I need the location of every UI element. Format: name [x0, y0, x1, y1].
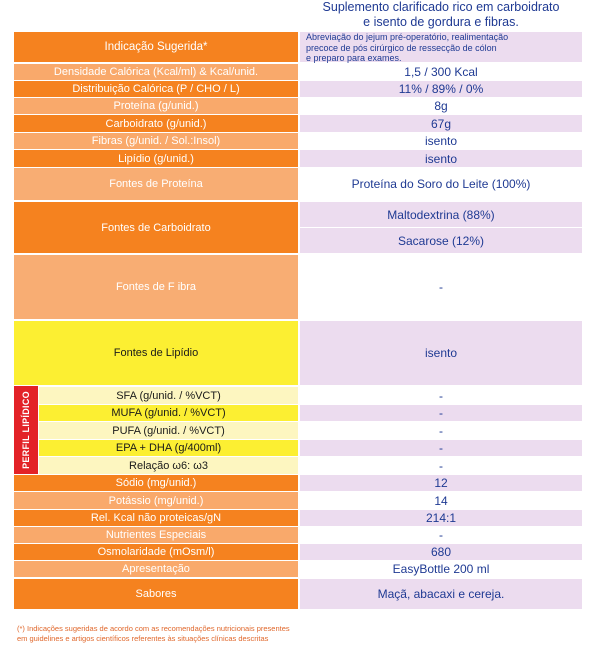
label-sodio: Sódio (mg/unid.)	[14, 475, 298, 491]
footnote	[17, 624, 347, 644]
label-sabores: Sabores	[14, 579, 298, 609]
value-rel-kcal: 214:1	[300, 510, 582, 526]
value-proteina: 8g	[300, 98, 582, 114]
value-fontes-fibra: -	[300, 255, 582, 319]
description-line-1: Suplemento clarificado rico em carboidrato	[322, 0, 560, 14]
product-description	[300, 0, 582, 32]
value-sodio: 12	[300, 475, 582, 491]
value-epa-dha: -	[300, 440, 582, 456]
value-relacao: -	[300, 457, 582, 474]
label-fontes-lipidio: Fontes de Lipídio	[14, 321, 298, 385]
perfil-lipidico-label: PERFIL LIPÍDICO	[14, 386, 38, 474]
value-distribuicao: 11% / 89% / 0%	[300, 81, 582, 97]
value-sacarose: Sacarose (12%)	[300, 228, 582, 253]
label-fontes-fibra: Fontes de F ibra	[14, 255, 298, 319]
label-epa-dha: EPA + DHA (g/400ml)	[39, 440, 298, 456]
value-densidade: 1,5 / 300 Kcal	[300, 64, 582, 80]
value-pufa: -	[300, 422, 582, 439]
label-fontes-carboidrato: Fontes de Carboidrato	[14, 202, 298, 253]
value-nutrientes: -	[300, 527, 582, 543]
footnote-line-2: em guidelines e artigos científicos referentes às situações clínicas descritas	[17, 634, 269, 643]
label-relacao: Relação ω6: ω3	[39, 457, 298, 474]
label-mufa: MUFA (g/unid. / %VCT)	[39, 405, 298, 421]
indicacao-line-2: precoce de pós cirúrgico de ressecção de cólon	[306, 42, 497, 53]
footnote-line-1: (*) Indicações sugeridas de acordo com as recomendações nutricionais presentes	[17, 624, 290, 633]
label-rel-kcal: Rel. Kcal não proteicas/gN	[14, 510, 298, 526]
value-sabores: Maçã, abacaxi e cereja.	[300, 579, 582, 609]
value-sfa: -	[300, 387, 582, 404]
value-mufa: -	[300, 405, 582, 421]
label-sfa: SFA (g/unid. / %VCT)	[39, 387, 298, 404]
indicacao-line-1: Abreviação do jejum pré-operatório, realimentação	[306, 32, 509, 43]
label-lipidio: Lipídio (g/unid.)	[14, 150, 298, 167]
label-nutrientes: Nutrientes Especiais	[14, 527, 298, 543]
value-carboidrato: 67g	[300, 115, 582, 132]
value-fontes-lipidio: isento	[300, 321, 582, 385]
value-maltodextrina: Maltodextrina (88%)	[300, 202, 582, 227]
value-indicacao	[300, 32, 582, 62]
label-apresentacao: Apresentação	[14, 561, 298, 577]
value-lipidio: isento	[300, 150, 582, 167]
label-fontes-proteina: Fontes de Proteína	[14, 168, 298, 200]
indicacao-line-3: e preparo para exames.	[306, 53, 402, 64]
label-indicacao: Indicação Sugerida*	[14, 32, 298, 62]
value-osmolaridade: 680	[300, 544, 582, 560]
description-line-2: e isento de gordura e fibras.	[363, 15, 519, 29]
value-fibras: isento	[300, 133, 582, 149]
label-proteina: Proteína (g/unid.)	[14, 98, 298, 114]
label-carboidrato: Carboidrato (g/unid.)	[14, 115, 298, 132]
label-distribuicao: Distribuição Calórica (P / CHO / L)	[14, 81, 298, 97]
label-densidade: Densidade Calórica (Kcal/ml) & Kcal/unid.	[14, 64, 298, 80]
value-apresentacao: EasyBottle 200 ml	[300, 561, 582, 577]
label-pufa: PUFA (g/unid. / %VCT)	[39, 422, 298, 439]
value-potassio: 14	[300, 492, 582, 509]
label-osmolaridade: Osmolaridade (mOsm/l)	[14, 544, 298, 560]
label-potassio: Potássio (mg/unid.)	[14, 492, 298, 509]
label-fibras: Fibras (g/unid. / Sol.:Insol)	[14, 133, 298, 149]
value-fontes-proteina: Proteína do Soro do Leite (100%)	[300, 168, 582, 200]
